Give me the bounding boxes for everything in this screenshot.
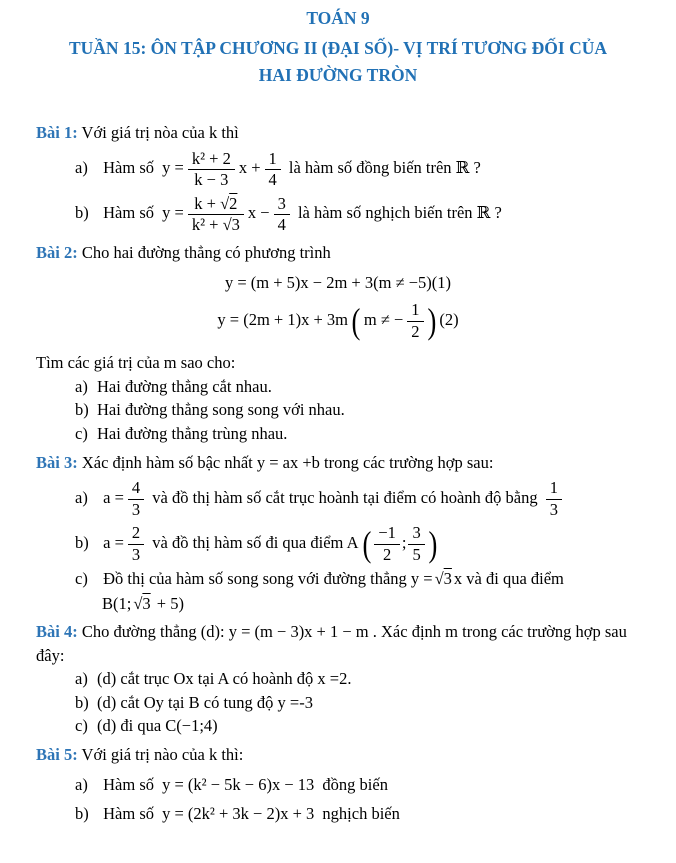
text-run: k + bbox=[194, 193, 221, 213]
item-text: (d) cắt Oy tại B có tung độ y =-3 bbox=[97, 692, 313, 712]
item-marker: a) bbox=[75, 774, 88, 794]
text-run: x và đi qua điểm bbox=[453, 569, 564, 589]
page-title: TOÁN 9 bbox=[306, 8, 370, 28]
bai3-item-c bbox=[75, 569, 676, 589]
fraction bbox=[406, 524, 426, 564]
equation-tag: (2) bbox=[439, 310, 459, 330]
text-run: là hàm số nghịch biến trên ℝ ? bbox=[297, 203, 502, 223]
fraction-numerator: k² + 2 bbox=[188, 150, 235, 170]
item-marker: a) bbox=[75, 158, 88, 178]
bai3-heading bbox=[36, 451, 648, 474]
text-run: đồng biến bbox=[322, 774, 388, 794]
bai1-label: Bài 1: bbox=[36, 123, 78, 143]
item-marker: b) bbox=[75, 533, 89, 553]
bai5-label: Bài 5: bbox=[36, 745, 78, 765]
fraction-denominator: 5 bbox=[412, 544, 421, 564]
bai2-prompt: Tìm các giá trị của m sao cho: bbox=[36, 353, 236, 373]
text-run: y = (2m + 1)x + 3m bbox=[217, 310, 348, 330]
item-marker: c) bbox=[75, 569, 88, 589]
item-marker: c) bbox=[75, 423, 88, 443]
bai1-heading bbox=[36, 121, 648, 144]
text-run: là hàm số đồng biến trên ℝ ? bbox=[288, 158, 481, 178]
fraction-numerator: 1 bbox=[546, 479, 562, 499]
equation-line-1: y = (m + 5)x − 2m + 3(m ≠ −5)(1) bbox=[224, 272, 452, 292]
fraction-denominator: 3 bbox=[131, 499, 141, 519]
bai3-item-b bbox=[75, 524, 676, 564]
fraction-numerator: 3 bbox=[408, 524, 424, 544]
fraction-numerator: −1 bbox=[374, 524, 400, 544]
text-run: và đồ thị hàm số đi qua điểm A bbox=[152, 533, 359, 553]
text-run: Hàm số bbox=[103, 774, 154, 794]
fraction-numerator: 3 bbox=[274, 195, 290, 215]
sqrt-radicand: 3 bbox=[443, 569, 452, 589]
bai3-label: Bài 3: bbox=[36, 453, 78, 473]
big-paren-close: ) bbox=[426, 301, 436, 342]
item-marker: a) bbox=[75, 669, 88, 689]
fraction bbox=[372, 524, 402, 564]
list-item bbox=[75, 422, 676, 445]
fraction-numerator: 1 bbox=[407, 301, 423, 321]
item-text: Hai đường thẳng cắt nhau. bbox=[97, 376, 272, 396]
text-run: Đồ thị của hàm số song song với đường thẳng y = bbox=[103, 569, 433, 589]
bai1-intro: Với giá trị nòa của k thì bbox=[81, 123, 239, 143]
bai3-item-c-line2 bbox=[100, 594, 676, 614]
equation: y = (2k² + 3k − 2)x + 3 bbox=[162, 804, 315, 824]
sqrt-radical bbox=[223, 215, 240, 234]
bai4-label: Bài 4: bbox=[36, 622, 78, 642]
item-text: Hai đường thẳng song song với nhau. bbox=[97, 400, 345, 420]
item-marker: b) bbox=[75, 203, 89, 223]
equation-lhs: a = bbox=[103, 488, 124, 508]
fraction bbox=[126, 524, 146, 564]
list-item bbox=[75, 667, 676, 690]
list-item bbox=[75, 375, 676, 398]
big-paren-close: ) bbox=[428, 524, 438, 565]
text-run: Hàm số bbox=[103, 158, 154, 178]
bai5-intro: Với giá trị nào của k thì: bbox=[81, 745, 244, 765]
fraction bbox=[186, 150, 237, 190]
fraction-denominator: k − 3 bbox=[194, 170, 229, 190]
item-text: Hai đường thẳng trùng nhau. bbox=[97, 423, 288, 443]
text-run: Hàm số bbox=[103, 804, 154, 824]
bai5-item-b bbox=[75, 802, 676, 825]
fraction-denominator: 2 bbox=[382, 544, 392, 564]
list-item bbox=[75, 691, 676, 714]
bai3-item-a bbox=[75, 479, 676, 519]
fraction-denominator: 2 bbox=[411, 321, 420, 341]
fraction-denominator: 4 bbox=[277, 215, 286, 235]
item-marker: b) bbox=[75, 400, 89, 420]
big-paren-open: ( bbox=[351, 301, 361, 342]
fraction bbox=[405, 301, 425, 341]
sqrt-radical bbox=[220, 194, 237, 213]
bai5-heading bbox=[36, 743, 648, 766]
bai2-heading bbox=[36, 241, 648, 264]
equation-lhs: a = bbox=[103, 533, 124, 553]
fraction-denominator: 3 bbox=[549, 499, 558, 519]
big-paren-open: ( bbox=[361, 524, 371, 565]
bai2-label: Bài 2: bbox=[36, 242, 78, 262]
text-run: k² + bbox=[191, 215, 223, 235]
separator: ; bbox=[401, 533, 407, 553]
text-run: m ≠ − bbox=[363, 310, 404, 330]
sqrt-radicand: 3 bbox=[142, 594, 151, 614]
list-item bbox=[75, 398, 676, 421]
list-item bbox=[75, 714, 676, 737]
equation-line-2 bbox=[0, 301, 676, 341]
item-marker: c) bbox=[75, 716, 88, 736]
fraction-numerator: 1 bbox=[265, 150, 281, 170]
text-run: B(1; bbox=[102, 594, 132, 614]
fraction bbox=[186, 195, 246, 235]
item-marker: a) bbox=[75, 488, 88, 508]
equation-lhs: y = bbox=[162, 158, 184, 178]
bai4-heading bbox=[36, 620, 648, 667]
item-marker: b) bbox=[75, 692, 89, 712]
text-run: nghịch biến bbox=[322, 804, 400, 824]
text-run: x + bbox=[238, 158, 261, 178]
sqrt-radicand: 2 bbox=[229, 193, 238, 213]
text-run: + 5) bbox=[156, 594, 184, 614]
item-marker: a) bbox=[75, 376, 88, 396]
page-subtitle: TUẦN 15: ÔN TẬP CHƯƠNG II (ĐẠI SỐ)- VỊ TRÍ TƯƠNG ĐỐI CỦA HAI ĐƯỜNG TRÒN bbox=[68, 38, 607, 86]
fraction-numerator bbox=[188, 195, 244, 215]
fraction-numerator: 2 bbox=[128, 524, 144, 544]
fraction bbox=[272, 195, 292, 235]
fraction-denominator: 4 bbox=[268, 170, 277, 190]
item-text: (d) cắt trục Ox tại A có hoành độ x =2. bbox=[97, 669, 352, 689]
sqrt-radicand: 3 bbox=[231, 215, 240, 235]
text-run: x − bbox=[247, 203, 270, 223]
equation-lhs: y = bbox=[162, 203, 184, 223]
bai4-intro: Cho đường thẳng (d): y = (m − 3)x + 1 − m . Xác định m trong các trường hợp sau đây: bbox=[36, 622, 627, 665]
fraction-numerator: 4 bbox=[128, 479, 144, 499]
bai3-intro: Xác định hàm số bậc nhất y = ax +b trong các trường hợp sau: bbox=[81, 453, 494, 473]
sqrt-radical bbox=[133, 594, 150, 613]
fraction-denominator bbox=[188, 215, 244, 234]
fraction bbox=[544, 479, 564, 519]
equation: y = (k² − 5k − 6)x − 13 bbox=[162, 774, 315, 794]
fraction bbox=[263, 150, 283, 190]
fraction-denominator: 3 bbox=[131, 544, 141, 564]
fraction bbox=[126, 479, 146, 519]
item-text: (d) đi qua C(−1;4) bbox=[97, 716, 218, 736]
bai1-item-b bbox=[75, 195, 676, 235]
text-run: Hàm số bbox=[103, 203, 154, 223]
bai2-intro: Cho hai đường thẳng có phương trình bbox=[81, 242, 331, 262]
text-run: và đồ thị hàm số cắt trục hoành tại điểm có hoành độ bằng bbox=[152, 488, 538, 508]
bai5-item-a bbox=[75, 773, 676, 796]
bai1-item-a bbox=[75, 150, 676, 190]
sqrt-radical bbox=[435, 569, 452, 588]
item-marker: b) bbox=[75, 804, 89, 824]
